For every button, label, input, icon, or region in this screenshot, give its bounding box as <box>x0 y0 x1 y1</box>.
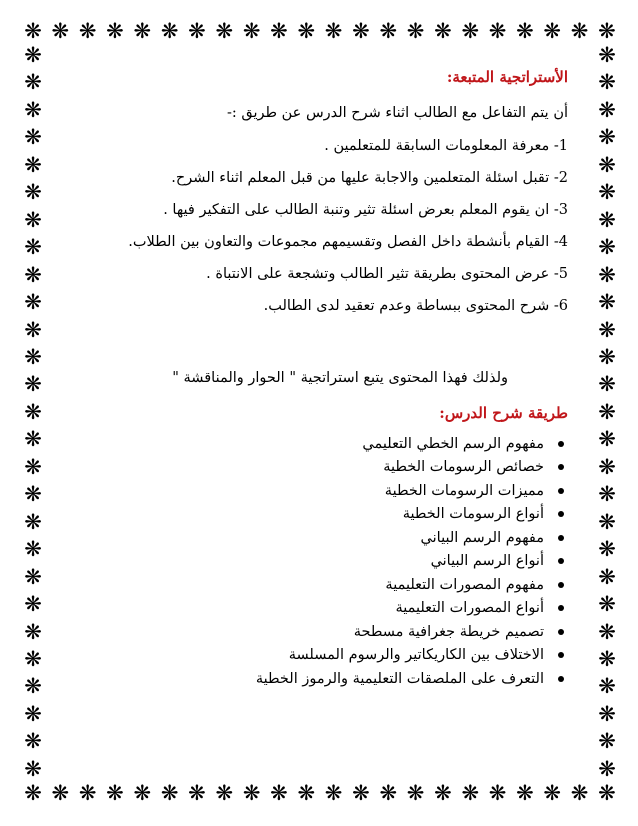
asterisk-icon: ❋ <box>24 235 42 260</box>
asterisk-icon: ❋ <box>598 97 616 122</box>
step-item: 6- شرح المحتوى ببساطة وعدم تعقيد لدى الطالب. <box>263 298 568 314</box>
asterisk-icon: ❋ <box>270 781 288 805</box>
asterisk-icon: ❋ <box>598 592 616 617</box>
asterisk-icon: ❋ <box>598 207 616 232</box>
asterisk-icon: ❋ <box>188 19 206 43</box>
asterisk-icon: ❋ <box>406 19 425 43</box>
asterisk-icon: ❋ <box>24 207 42 232</box>
bullet-icon <box>558 629 564 635</box>
step-item: 4- القيام بأنشطة داخل الفصل وتقسيمهم مجموعات والتعاون بين الطلاب. <box>128 234 568 250</box>
bullet-icon <box>558 605 564 611</box>
asterisk-icon: ❋ <box>598 399 616 424</box>
asterisk-icon: ❋ <box>78 19 97 43</box>
asterisk-icon: ❋ <box>598 781 616 805</box>
asterisk-icon: ❋ <box>379 781 398 805</box>
asterisk-icon: ❋ <box>598 509 616 534</box>
asterisk-icon: ❋ <box>598 235 616 260</box>
topic-text: تصميم خريطة جغرافية مسطحة <box>353 623 544 640</box>
topic-text: الاختلاف بين الكاريكاتير والرسوم المسلسة <box>288 647 544 664</box>
asterisk-icon: ❋ <box>24 317 42 342</box>
asterisk-icon: ❋ <box>24 619 42 644</box>
asterisk-icon: ❋ <box>215 781 234 805</box>
bullet-icon <box>558 511 564 517</box>
asterisk-icon: ❋ <box>488 19 507 43</box>
asterisk-icon: ❋ <box>242 19 261 43</box>
bullet-icon <box>558 464 564 470</box>
asterisk-icon: ❋ <box>24 564 42 589</box>
asterisk-icon: ❋ <box>543 781 562 805</box>
asterisk-icon: ❋ <box>598 317 616 342</box>
asterisk-icon: ❋ <box>24 482 42 507</box>
asterisk-icon: ❋ <box>598 619 616 644</box>
asterisk-icon: ❋ <box>598 344 616 369</box>
step-item: 3- ان يقوم المعلم بعرض اسئلة تثير وتنبة الطالب على التفكير فيها . <box>163 202 568 218</box>
topic-text: مفهوم الرسم الخطي التعليمي <box>362 435 544 452</box>
topic-text: مميزات الرسومات الخطية <box>384 482 544 499</box>
asterisk-icon: ❋ <box>51 781 70 805</box>
bullet-icon <box>558 582 564 588</box>
list-item <box>60 550 568 574</box>
asterisk-icon: ❋ <box>24 399 42 424</box>
asterisk-icon: ❋ <box>598 756 616 781</box>
steps-list <box>60 130 568 322</box>
asterisk-icon: ❋ <box>461 19 480 43</box>
step-item: 2- تقبل اسئلة المتعلمين والاجابة عليها من قبل المعلم اثناء الشرح. <box>171 170 568 186</box>
asterisk-icon: ❋ <box>598 674 616 699</box>
asterisk-icon: ❋ <box>133 781 152 805</box>
bottom-decorative-border <box>22 782 618 804</box>
left-decorative-border <box>22 44 44 780</box>
asterisk-icon: ❋ <box>516 781 534 805</box>
asterisk-icon: ❋ <box>379 19 398 43</box>
asterisk-icon: ❋ <box>598 43 616 67</box>
asterisk-icon: ❋ <box>324 19 343 43</box>
asterisk-icon: ❋ <box>24 427 42 452</box>
bullet-icon <box>558 652 564 658</box>
topic-text: التعرف على الملصقات التعليمية والرموز الخطية <box>255 670 544 687</box>
asterisk-icon: ❋ <box>24 701 42 726</box>
asterisk-icon: ❋ <box>51 19 70 43</box>
asterisk-icon: ❋ <box>598 564 616 589</box>
bullet-icon <box>558 535 564 541</box>
list-item <box>60 573 568 597</box>
asterisk-icon: ❋ <box>24 290 42 315</box>
bullet-icon <box>558 676 564 682</box>
asterisk-icon: ❋ <box>24 646 42 671</box>
asterisk-icon: ❋ <box>24 97 42 122</box>
asterisk-icon: ❋ <box>24 781 42 805</box>
asterisk-icon: ❋ <box>133 19 152 43</box>
right-decorative-border <box>596 44 618 780</box>
list-item <box>60 526 568 550</box>
asterisk-icon: ❋ <box>543 19 562 43</box>
asterisk-icon: ❋ <box>352 781 370 805</box>
list-item <box>60 620 568 644</box>
asterisk-icon: ❋ <box>598 427 616 452</box>
topics-list <box>60 432 568 691</box>
step-item: 1- معرفة المعلومات السابقة للمتعلمين . <box>324 138 568 154</box>
asterisk-icon: ❋ <box>106 19 124 43</box>
asterisk-icon: ❋ <box>598 262 616 287</box>
asterisk-icon: ❋ <box>160 19 179 43</box>
asterisk-icon: ❋ <box>270 19 288 43</box>
list-item <box>60 597 568 621</box>
asterisk-icon: ❋ <box>598 125 616 150</box>
asterisk-icon: ❋ <box>215 19 234 43</box>
asterisk-icon: ❋ <box>598 729 616 754</box>
topic-text: مفهوم الرسم البياني <box>420 529 544 546</box>
list-item <box>60 503 568 527</box>
conclusion-line: ولذلك فهذا المحتوى يتبع استراتجية " الحوار والمناقشة " <box>172 370 508 386</box>
asterisk-icon: ❋ <box>106 781 124 805</box>
asterisk-icon: ❋ <box>352 19 370 43</box>
list-item <box>60 667 568 691</box>
top-decorative-border <box>22 20 618 42</box>
asterisk-icon: ❋ <box>598 372 616 397</box>
asterisk-icon: ❋ <box>598 454 616 479</box>
document-body <box>60 60 568 691</box>
asterisk-icon: ❋ <box>24 509 42 534</box>
topic-text: أنواع الرسومات الخطية <box>402 506 544 523</box>
asterisk-icon: ❋ <box>434 781 452 805</box>
bullet-icon <box>558 441 564 447</box>
asterisk-icon: ❋ <box>598 180 616 205</box>
topic-text: خصائص الرسومات الخطية <box>383 459 544 476</box>
asterisk-icon: ❋ <box>24 592 42 617</box>
asterisk-icon: ❋ <box>570 19 589 43</box>
asterisk-icon: ❋ <box>24 152 42 177</box>
asterisk-icon: ❋ <box>598 537 616 562</box>
asterisk-icon: ❋ <box>24 19 42 43</box>
asterisk-icon: ❋ <box>160 781 179 805</box>
method-heading: طريقة شرح الدرس: <box>439 404 568 422</box>
asterisk-icon: ❋ <box>24 344 42 369</box>
strategy-heading: الأستراتجية المتبعة: <box>446 68 568 86</box>
asterisk-icon: ❋ <box>434 19 452 43</box>
asterisk-icon: ❋ <box>24 70 42 95</box>
asterisk-icon: ❋ <box>24 180 42 205</box>
asterisk-icon: ❋ <box>598 701 616 726</box>
asterisk-icon: ❋ <box>297 781 316 805</box>
asterisk-icon: ❋ <box>488 781 507 805</box>
asterisk-icon: ❋ <box>297 19 316 43</box>
asterisk-icon: ❋ <box>324 781 343 805</box>
asterisk-icon: ❋ <box>598 70 616 95</box>
asterisk-icon: ❋ <box>598 290 616 315</box>
step-item: 5- عرض المحتوى بطريقة تثير الطالب وتشجعة على الانتباة . <box>206 266 568 282</box>
topic-text: مفهوم المصورات التعليمية <box>385 576 544 593</box>
asterisk-icon: ❋ <box>598 19 616 43</box>
asterisk-icon: ❋ <box>24 125 42 150</box>
asterisk-icon: ❋ <box>24 756 42 781</box>
asterisk-icon: ❋ <box>78 781 97 805</box>
asterisk-icon: ❋ <box>242 781 261 805</box>
list-item <box>60 456 568 480</box>
asterisk-icon: ❋ <box>24 262 42 287</box>
asterisk-icon: ❋ <box>406 781 425 805</box>
list-item <box>60 644 568 668</box>
asterisk-icon: ❋ <box>24 454 42 479</box>
asterisk-icon: ❋ <box>24 43 42 67</box>
asterisk-icon: ❋ <box>516 19 534 43</box>
intro-line: أن يتم التفاعل مع الطالب اثناء شرح الدرس عن طريق :- <box>226 105 568 121</box>
asterisk-icon: ❋ <box>598 646 616 671</box>
asterisk-icon: ❋ <box>24 537 42 562</box>
list-item <box>60 432 568 456</box>
asterisk-icon: ❋ <box>24 674 42 699</box>
asterisk-icon: ❋ <box>570 781 589 805</box>
asterisk-icon: ❋ <box>188 781 206 805</box>
asterisk-icon: ❋ <box>24 372 42 397</box>
list-item <box>60 479 568 503</box>
bullet-icon <box>558 558 564 564</box>
asterisk-icon: ❋ <box>598 152 616 177</box>
asterisk-icon: ❋ <box>24 729 42 754</box>
topic-text: أنواع الرسم البياني <box>430 553 544 570</box>
asterisk-icon: ❋ <box>461 781 480 805</box>
bullet-icon <box>558 488 564 494</box>
topic-text: أنواع المصورات التعليمية <box>395 600 544 617</box>
asterisk-icon: ❋ <box>598 482 616 507</box>
